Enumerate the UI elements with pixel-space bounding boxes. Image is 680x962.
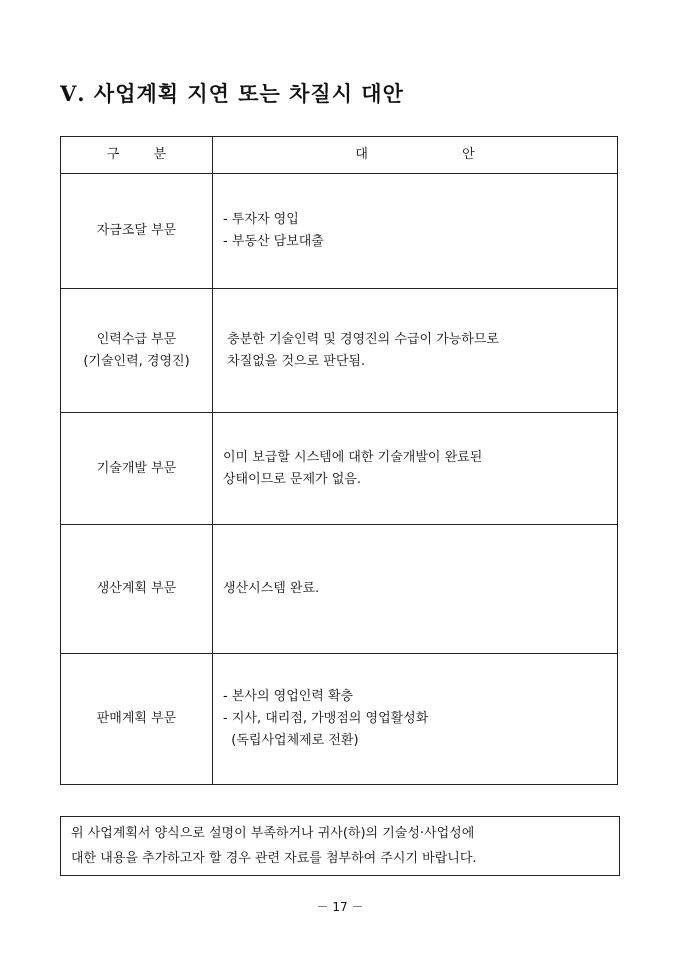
plan-line: - 부동산 담보대출 xyxy=(223,234,324,249)
row-plan xyxy=(213,525,618,654)
category-line: 기술개발 부문 xyxy=(96,460,177,476)
note-box xyxy=(60,816,620,876)
plan-line: 생산시스템 완료. xyxy=(223,581,320,596)
category-line: 판매계획 부문 xyxy=(96,711,177,726)
row-category xyxy=(61,654,213,785)
table-row xyxy=(61,525,618,654)
row-plan xyxy=(213,413,618,525)
row-category xyxy=(61,174,213,289)
plan-line: - 지사, 대리점, 가맹점의 영업활성화 xyxy=(223,711,429,726)
category-line: 생산계획 부문 xyxy=(96,581,177,596)
section-title: Ⅴ. 사업계획 지연 또는 차질시 대안 xyxy=(60,81,404,106)
table-header-row xyxy=(61,137,618,174)
plan-line: 충분한 기술인력 및 경영진의 수급이 가능하므로 xyxy=(223,331,499,347)
table-row xyxy=(61,289,618,413)
plan-line: 차질없을 것으로 판단됨. xyxy=(223,353,366,369)
header-plan: 대 안 xyxy=(213,137,618,174)
row-plan xyxy=(213,289,618,413)
plan-line: 상태이므로 문제가 없음. xyxy=(223,471,361,487)
row-category xyxy=(61,413,213,525)
category-line: 인력수급 부문 xyxy=(96,331,177,347)
row-category xyxy=(61,525,213,654)
plan-line: - 투자자 영입 xyxy=(223,212,299,227)
contingency-table xyxy=(60,136,618,785)
page-number: － 17 － xyxy=(316,900,364,914)
table-row xyxy=(61,174,618,289)
row-plan xyxy=(213,174,618,289)
row-category xyxy=(61,289,213,413)
row-plan xyxy=(213,654,618,785)
plan-line: (독립사업체제로 전환) xyxy=(223,733,359,748)
note-line: 위 사업계획서 양식으로 설명이 부족하거나 귀사(하)의 기술성·사업성에 xyxy=(71,826,475,841)
category-line: (기술인력, 경영진) xyxy=(83,353,190,369)
category-line: 자금조달 부문 xyxy=(96,223,177,238)
note-line: 대한 내용을 추가하고자 할 경우 관련 자료를 첨부하여 주시기 바랍니다. xyxy=(71,851,477,866)
plan-line: 이미 보급할 시스템에 대한 기술개발이 완료된 xyxy=(223,449,483,465)
table-row xyxy=(61,413,618,525)
plan-line: - 본사의 영업인력 확충 xyxy=(223,689,354,704)
header-category: 구 분 xyxy=(61,137,213,174)
table-row xyxy=(61,654,618,785)
